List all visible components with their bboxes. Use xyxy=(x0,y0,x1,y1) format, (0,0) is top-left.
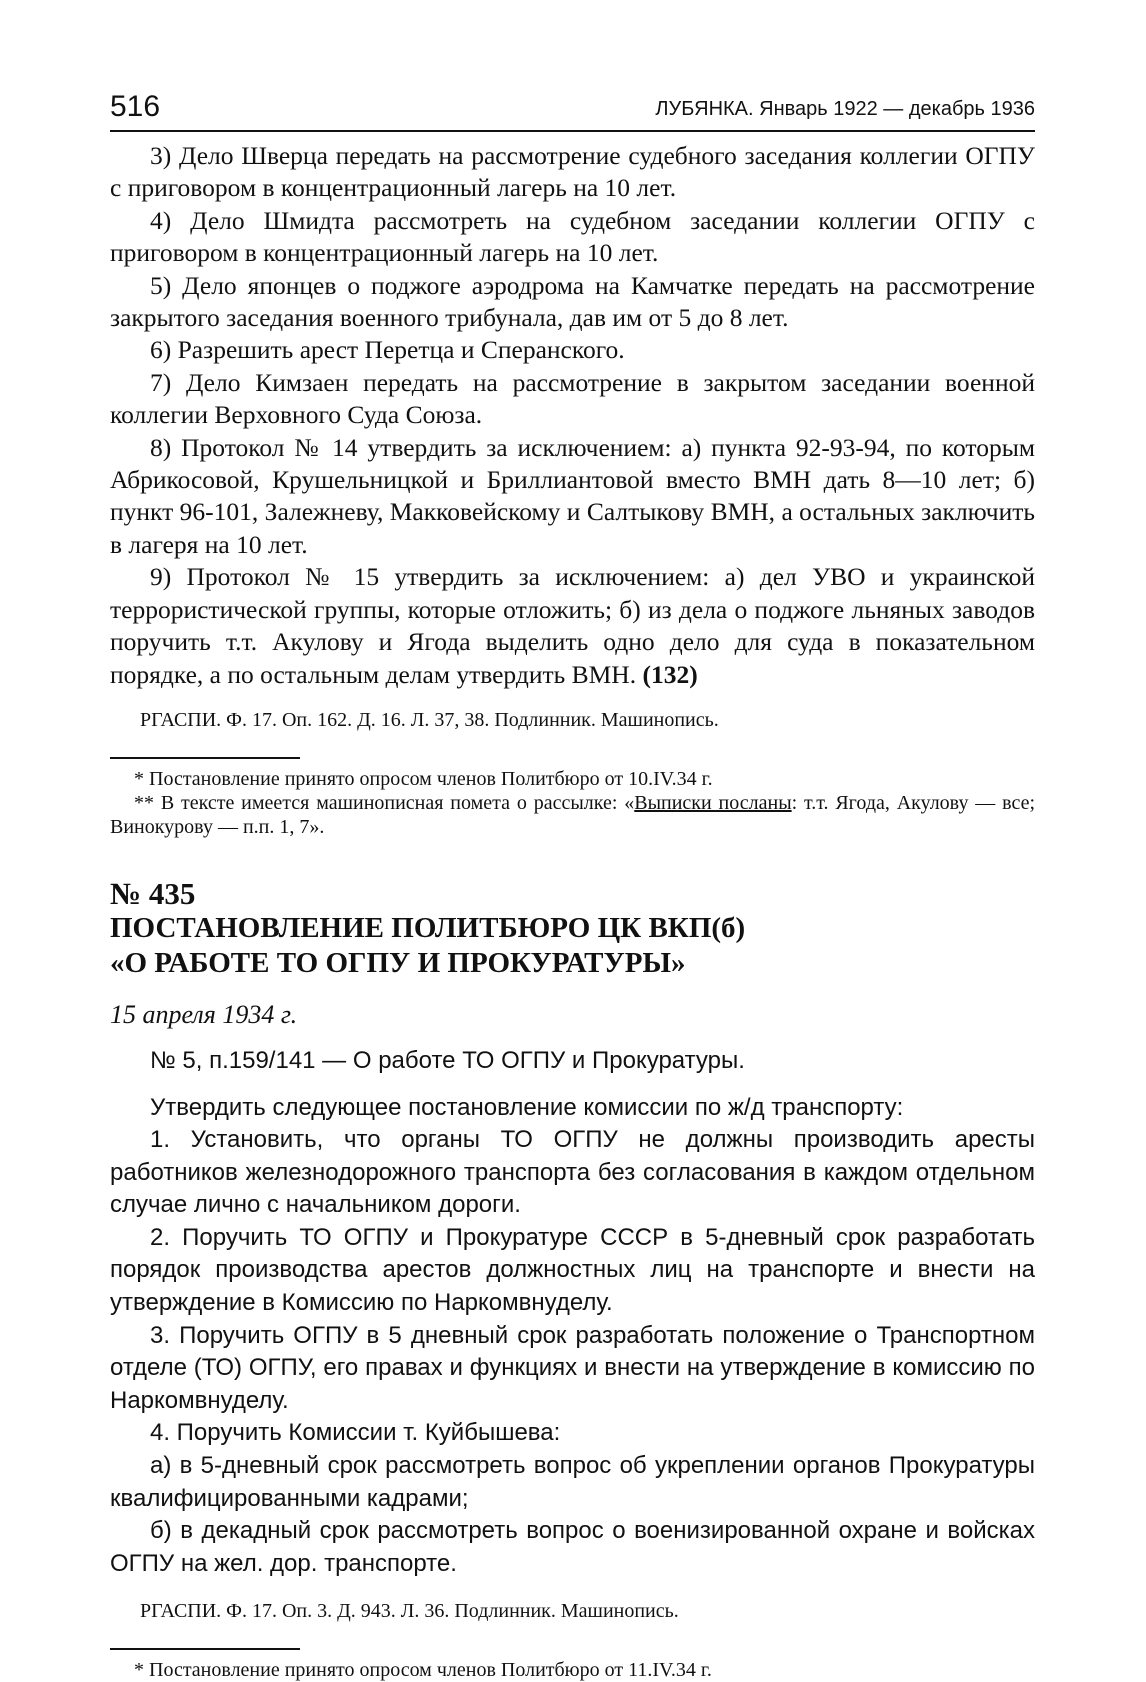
document-435-heading xyxy=(110,877,1035,981)
item-4: 4) Дело Шмидта рассмотреть на судебном заседании коллегии ОГПУ с приговором в концентрационный лагерь на 10 лет. xyxy=(110,205,1035,268)
paragraph: а) в 5-дневный срок рассмотреть вопрос об укреплении органов Прокуратуры квалифицированными кадрами; xyxy=(110,1452,1035,1512)
paragraph: 4. Поручить Комиссии т. Куйбышева: xyxy=(150,1419,561,1447)
decision-items xyxy=(110,140,1035,691)
document-page xyxy=(110,86,1035,1682)
paragraph: Утвердить следующее постановление комиссии по ж/д транспорту: xyxy=(150,1093,904,1121)
item-3: 3) Дело Шверца передать на рассмотрение судебного заседания коллегии ОГПУ с приговором в концентрационный лагерь на 10 лет. xyxy=(110,141,1035,203)
item-6: 6) Разрешить арест Перетца и Сперанского. xyxy=(150,335,625,365)
document-number: № 435 xyxy=(110,875,196,911)
document-title-line-2: «О РАБОТЕ ТО ОГПУ И ПРОКУРАТУРЫ» xyxy=(110,946,686,979)
page-number: 516 xyxy=(110,90,161,123)
underlined-note: Выписки посланы xyxy=(634,791,792,814)
page-header xyxy=(110,86,1035,132)
item-7: 7) Дело Кимзаен передать на рассмотрение в закрытом заседании военной коллегии Верховного Суда Союза. xyxy=(110,367,1035,430)
protocol-ref: № 5, п.159/141 — О работе ТО ОГПУ и Прокуратуры. xyxy=(150,1046,745,1074)
endnote-ref: (132) xyxy=(642,659,698,689)
archive-source-2: РГАСПИ. Ф. 17. Оп. 3. Д. 943. Л. 36. Подлинник. Машинопись. xyxy=(140,1600,679,1623)
paragraph: 3. Поручить ОГПУ в 5 дневный срок разработать положение о Транспортном отделе (ТО) ОГПУ, его правах и функциях и внести на утверждение в комиссию по Наркомвнуделу. xyxy=(110,1321,1035,1414)
footnote-rule xyxy=(110,757,300,759)
document-435-body xyxy=(110,1045,1035,1581)
footnote-rule-2 xyxy=(110,1648,300,1650)
footnote-1: * Постановление принято опросом членов Политбюро от 10.IV.34 г. xyxy=(134,767,713,790)
item-9 xyxy=(110,561,1035,691)
footnotes xyxy=(110,767,1035,839)
document-date: 15 апреля 1934 г. xyxy=(110,999,298,1029)
item-5: 5) Дело японцев о поджоге аэродрома на Камчатке передать на рассмотрение закрытого заседания военного трибунала, дав им от 5 до 8 лет. xyxy=(110,270,1035,333)
running-title: ЛУБЯНКА. Январь 1922 — декабрь 1936 xyxy=(655,98,1035,120)
item-8: 8) Протокол № 14 утвердить за исключением: а) пункта 92-93-94, по которым Абрикосовой, Крушельницкой и Бриллиантовой вместо ВМН дать 8—10 лет; б) пункт 96-101, Залежневу, Макковейскому и Салтыкову ВМН, а остальных заключить в лагеря на 10 лет. xyxy=(110,432,1035,559)
item-9-text: 9) Протокол № 15 утвердить за исключением: а) дел УВО и украинской террористической группы, которые отложить; б) из дела о поджоге льняных заводов поручить т.т. Акулову и Ягода выделить одно дело для суда в показательном порядке, а по остальным делам утвердить ВМН. xyxy=(110,562,1035,689)
paragraph: б) в декадный срок рассмотреть вопрос о военизированной охране и войсках ОГПУ на жел. дор. транспорте. xyxy=(110,1517,1035,1577)
paragraph: 2. Поручить ТО ОГПУ и Прокуратуре СССР в 5-дневный срок разработать порядок производства арестов должностных лиц на транспорте и внести на утверждение в Комиссию по Наркомвнуделу. xyxy=(110,1223,1035,1317)
footnote-435: * Постановление принято опросом членов Политбюро от 11.IV.34 г. xyxy=(134,1659,712,1682)
paragraph: 1. Установить, что органы ТО ОГПУ не должны производить аресты работников железнодорожного транспорта без согласования в каждом отдельном случае лично с начальником дороги. xyxy=(110,1126,1035,1219)
archive-source: РГАСПИ. Ф. 17. Оп. 162. Д. 16. Л. 37, 38. Подлинник. Машинопись. xyxy=(140,708,719,731)
footnote-2: ** В тексте имеется машинописная помета о рассылке: «Выписки посланы: т.т. Ягода, Акулову — все; Винокурову — п.п. 1, 7». xyxy=(110,791,1036,838)
document-title-line-1: ПОСТАНОВЛЕНИЕ ПОЛИТБЮРО ЦК ВКП(б) xyxy=(110,911,746,944)
